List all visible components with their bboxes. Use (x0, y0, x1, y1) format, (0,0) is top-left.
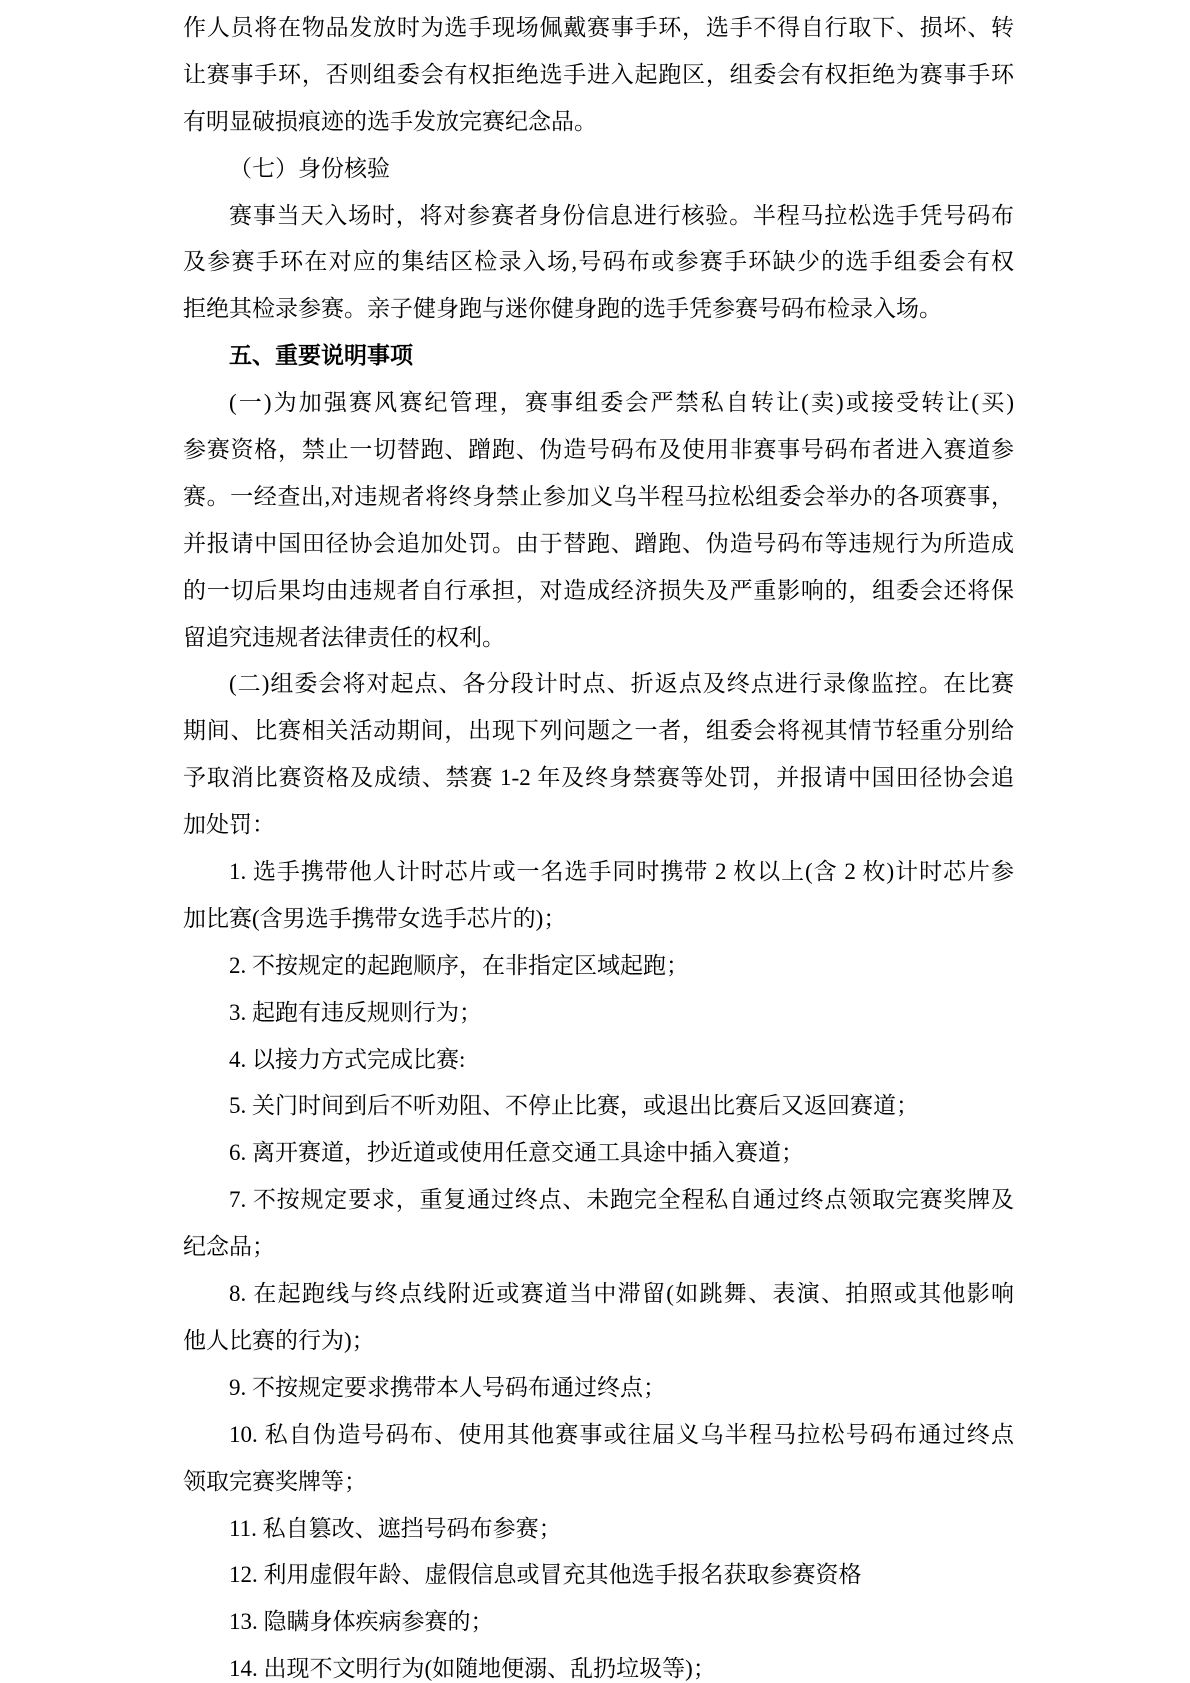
text-line: 拒绝其检录参赛。亲子健身跑与迷你健身跑的选手凭参赛号码布检录入场。 (183, 296, 942, 322)
text-line: 5. 关门时间到后不听劝阻、不停止比赛，或退出比赛后又返回赛道； (229, 1093, 919, 1119)
text-line: 予取消比赛资格及成绩、禁赛 1-2 年及终身禁赛等处罚，并报请中国田径协会追 (183, 765, 1014, 791)
text-line: 有明显破损痕迹的选手发放完赛纪念品。 (183, 108, 597, 134)
text-line: 11. 私自篡改、遮挡号码布参赛； (229, 1515, 562, 1541)
text-line: 13. 隐瞒身体疾病参赛的； (229, 1609, 494, 1635)
section-heading: 五、重要说明事项 (229, 343, 413, 369)
text-line: 加处罚： (183, 812, 275, 838)
text-line: 的一切后果均由违规者自行承担，对造成经济损失及严重影响的，组委会还将保 (183, 577, 1014, 603)
text-line: 12. 利用虚假年龄、虚假信息或冒充其他选手报名获取参赛资格 (229, 1562, 862, 1588)
text-line: 及参赛手环在对应的集结区检录入场,号码布或参赛手环缺少的选手组委会有权 (183, 249, 1014, 275)
text-line: 9. 不按规定要求携带本人号码布通过终点； (229, 1374, 666, 1400)
text-line: 3. 起跑有违反规则行为； (229, 999, 482, 1025)
text-line: 加比赛(含男选手携带女选手芯片的)； (183, 905, 567, 931)
text-line: 领取完赛奖牌等； (183, 1468, 367, 1494)
text-line: 8. 在起跑线与终点线附近或赛道当中滞留(如跳舞、表演、拍照或其他影响 (229, 1281, 1014, 1307)
text-line: 纪念品； (183, 1234, 275, 1260)
text-line: 作人员将在物品发放时为选手现场佩戴赛事手环，选手不得自行取下、损坏、转 (183, 15, 1014, 40)
text-line: (二)组委会将对起点、各分段计时点、折返点及终点进行录像监控。在比赛 (229, 671, 1014, 697)
text-line: 7. 不按规定要求，重复通过终点、未跑完全程私自通过终点领取完赛奖牌及 (229, 1187, 1014, 1213)
text-line: 1. 选手携带他人计时芯片或一名选手同时携带 2 枚以上(含 2 枚)计时芯片参 (229, 859, 1014, 885)
text-line: 期间、比赛相关活动期间，出现下列问题之一者，组委会将视其情节轻重分别给 (183, 718, 1014, 744)
document-body (183, 5, 1014, 1683)
text-line: 赛事当天入场时，将对参赛者身份信息进行核验。半程马拉松选手凭号码布 (229, 202, 1014, 228)
text-line: 10. 私自伪造号码布、使用其他赛事或往届义乌半程马拉松号码布通过终点 (229, 1421, 1014, 1447)
text-line: 6. 离开赛道，抄近道或使用任意交通工具途中插入赛道； (229, 1140, 804, 1166)
text-line: 并报请中国田径协会追加处罚。由于替跑、蹭跑、伪造号码布等违规行为所造成 (183, 530, 1014, 556)
text-line: 2. 不按规定的起跑顺序，在非指定区域起跑； (229, 952, 689, 978)
text-line: 4. 以接力方式完成比赛: (229, 1046, 466, 1072)
text-line: 参赛资格，禁止一切替跑、蹭跑、伪造号码布及使用非赛事号码布者进入赛道参 (183, 437, 1014, 463)
text-line: (一)为加强赛风赛纪管理，赛事组委会严禁私自转让(卖)或接受转让(买) (229, 390, 1014, 416)
text-line: 赛。一经查出,对违规者将终身禁止参加义乌半程马拉松组委会举办的各项赛事， (183, 483, 1014, 509)
text-line: （七）身份核验 (229, 155, 390, 181)
text-line: 他人比赛的行为)； (183, 1327, 375, 1353)
text-line: 让赛事手环，否则组委会有权拒绝选手进入起跑区，组委会有权拒绝为赛事手环 (183, 61, 1014, 87)
text-line: 留追究违规者法律责任的权利。 (183, 624, 505, 650)
text-line: 14. 出现不文明行为(如随地便溺、乱扔垃圾等)； (229, 1656, 716, 1682)
